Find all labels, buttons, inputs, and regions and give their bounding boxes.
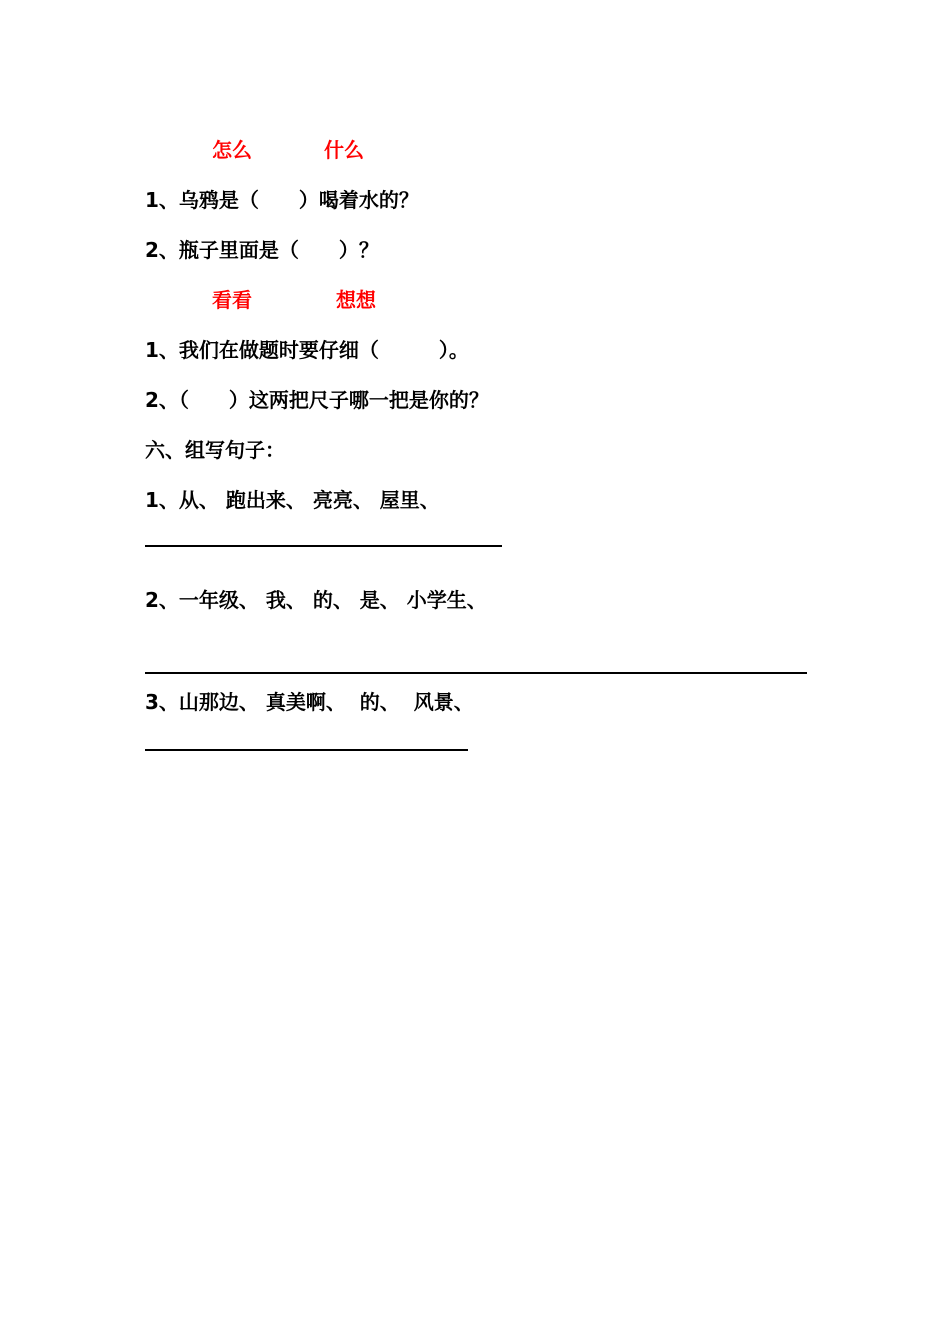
- sentence-item-2: 2、一年级、 我、 的、 是、 小学生、: [145, 588, 487, 612]
- option-kankan: 看看: [212, 288, 252, 312]
- group1-question-1: 1、乌鸦是（ ）喝着水的？: [145, 188, 419, 212]
- section-6-heading: 六、组写句子：: [145, 438, 285, 462]
- option-xiangxiang: 想想: [336, 288, 376, 312]
- group2-question-1: 1、我们在做题时要仔细（ ）。: [145, 338, 469, 362]
- answer-line-1: [145, 545, 502, 547]
- sentence-item-3: 3、山那边、 真美啊、 的、 风景、: [145, 690, 474, 714]
- group2-question-2: 2、（ ）这两把尺子哪一把是你的？: [145, 388, 489, 412]
- answer-line-2: [145, 672, 807, 674]
- option-zenme: 怎么: [212, 138, 252, 162]
- group1-question-2: 2、瓶子里面是（ ）？: [145, 238, 379, 262]
- answer-line-3: [145, 749, 468, 751]
- sentence-item-1: 1、从、 跑出来、 亮亮、 屋里、: [145, 488, 440, 512]
- option-shenme: 什么: [324, 138, 364, 162]
